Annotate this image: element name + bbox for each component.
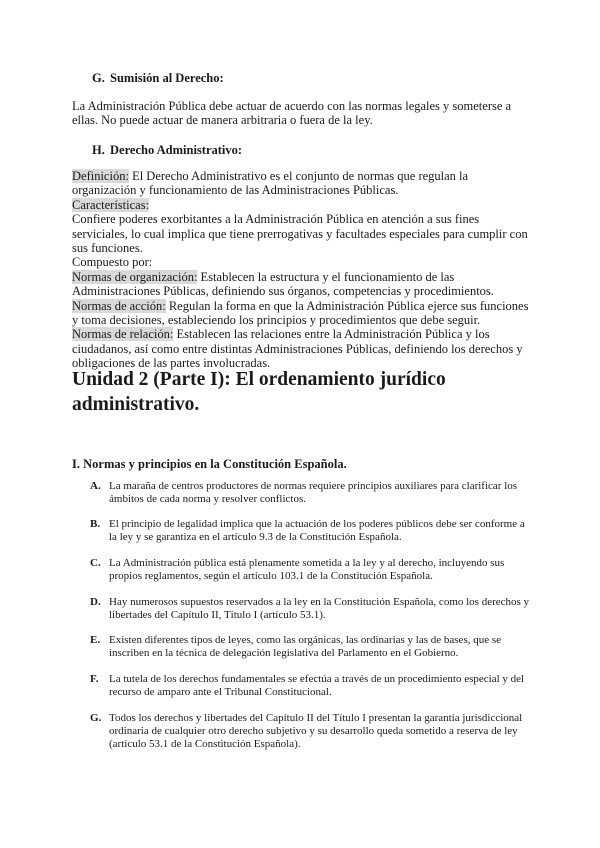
normas-accion-text: Regulan la forma en que la Administración Pública ejerce sus funciones y toma decisiones, estableciendo los principios y procedimientos que debe seguir.: [72, 298, 529, 328]
normas-relacion: [72, 327, 534, 370]
list-item-letter: D.: [90, 596, 101, 608]
list-item-letter: F.: [90, 673, 99, 685]
compuesto-por: Compuesto por:: [72, 255, 153, 270]
list-item-text: La tutela de los derechos fundamentales se efectúa a través de un procedimiento especial y del recurso de amparo ante el Tribunal Constitucional.: [109, 673, 525, 699]
caracteristicas-label-line: [72, 198, 534, 212]
list-item-letter: C.: [90, 557, 101, 569]
definicion-label: Definición:: [72, 169, 129, 183]
caracteristicas-text: Confiere poderes exorbitantes a la Administración Pública en atención a sus fines serviciales, lo cual implica que tiene prerrogativas y facultades especiales para cumplir con sus funciones.: [72, 212, 528, 256]
list-item-letter: G.: [90, 712, 102, 724]
section-h-heading: [92, 143, 242, 158]
unit-subtitle: I. Normas y principios en la Constitución Española.: [72, 457, 347, 471]
list-item-letter: E.: [90, 634, 101, 646]
definicion-paragraph: [72, 169, 534, 198]
normas-organizacion-text: Establecen la estructura y el funcionamiento de las Administraciones Públicas, definiendo sus órganos, competencias y procedimientos.: [72, 269, 494, 299]
normas-organizacion: [72, 270, 534, 299]
section-g-text: La Administración Pública debe actuar de acuerdo con las normas legales y someterse a ellas. No puede actuar de manera arbitraria o fuera de la ley.: [72, 99, 512, 128]
list-item-text: Todos los derechos y libertades del Capítulo II del Título I presentan la garantía jurisdiccional ordinaria de cualquier otro derecho subjetivo y su desarrollo queda sometido a reserva de ley (artículo 53.1 de la Constitución Española).: [109, 712, 523, 751]
normas-relacion-label: Normas de relación:: [72, 327, 174, 342]
list-item-text: Hay numerosos supuestos reservados a la ley en la Constitución Española, como los derechos y libertades del Capítulo II, Título I (artículo 53.1).: [109, 596, 530, 622]
section-g-heading: [92, 71, 224, 86]
list-item-letter: A.: [90, 480, 101, 492]
unit-title: Unidad 2 (Parte I): El ordenamiento jurídico administrativo.: [72, 369, 446, 415]
normas-accion: [72, 299, 534, 328]
normas-organizacion-label: Normas de organización:: [72, 269, 198, 284]
section-g-letter: G.: [92, 71, 105, 85]
list-item-text: El principio de legalidad implica que la actuación de los poderes públicos debe ser conforme a la ley y se garantiza en el artículo 9.3 de la Constitución Española.: [109, 518, 525, 544]
definicion-text: El Derecho Administrativo es el conjunto de normas que regulan la organización y funcionamiento de las Administraciones Públicas.: [72, 169, 469, 198]
derecho-administrativo-block: [72, 169, 534, 371]
list-item-text: Existen diferentes tipos de leyes, como las orgánicas, las ordinarias y las de bases, que se inscriben en la técnica de delegación legislativa del Parlamento en el Gobierno.: [109, 634, 502, 660]
list-item-text: La Administración pública está plenamente sometida a la ley y al derecho, incluyendo sus propios reglamentos, según el artículo 103.1 de la Constitución Española.: [109, 557, 505, 583]
caracteristicas-label: Características:: [72, 197, 150, 212]
list-item-letter: B.: [90, 518, 101, 530]
list-item-text: La maraña de centros productores de normas requiere principios auxiliares para clarificar los ámbitos de cada norma y resolver conflictos.: [109, 480, 518, 506]
normas-relacion-text: Establecen las relaciones entre la Administración Pública y los ciudadanos, así como entre distintas Administraciones Públicas, definiendo los derechos y obligaciones de las partes involucradas.: [72, 327, 523, 371]
section-h-letter: H.: [92, 143, 105, 157]
normas-accion-label: Normas de acción:: [72, 298, 166, 313]
section-h-title: Derecho Administrativo:: [110, 143, 243, 157]
section-g-title: Sumisión al Derecho:: [110, 71, 224, 85]
